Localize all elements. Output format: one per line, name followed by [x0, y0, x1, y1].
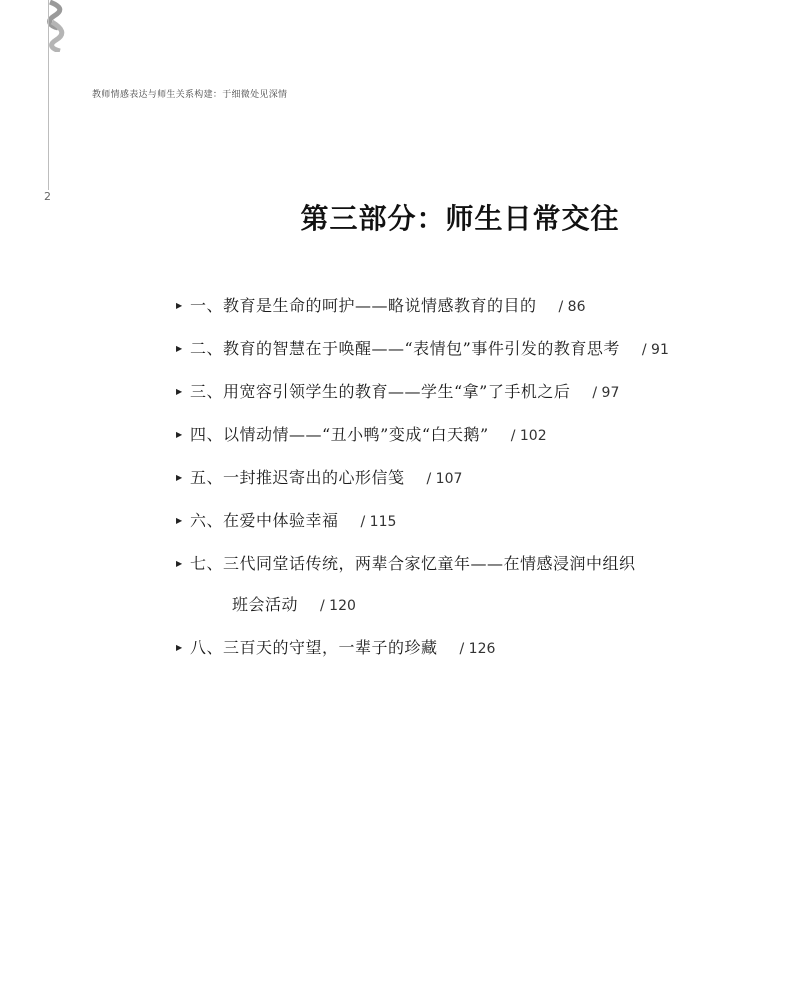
toc-item-1[interactable]	[176, 285, 776, 328]
toc-entry	[190, 328, 776, 371]
toc-entry-page: / 126	[459, 641, 496, 657]
toc-entry-page: / 97	[592, 385, 620, 401]
toc-entry-title: 六、在爱中体验幸福	[190, 511, 339, 530]
ribbon-decoration-icon	[42, 0, 72, 52]
toc-entry	[190, 500, 776, 543]
triangle-bullet-icon: ▶	[176, 344, 183, 353]
toc-entry-page: / 120	[320, 598, 356, 614]
toc-entry	[190, 457, 776, 500]
triangle-bullet-icon: ▶	[176, 643, 183, 652]
toc-entry-title-continued: 班会活动	[232, 595, 299, 614]
toc-entry-page: / 91	[641, 342, 669, 358]
toc-entry-title: 七、三代同堂话传统，两辈合家忆童年——在情感浸润中组织	[190, 554, 636, 573]
triangle-bullet-icon: ▶	[176, 387, 183, 396]
section-title: 第三部分：师生日常交往	[300, 202, 620, 235]
toc-entry	[190, 543, 776, 627]
toc-entry	[190, 285, 776, 328]
toc-entry-title: 一、教育是生命的呵护——略说情感教育的目的	[190, 296, 537, 315]
toc-entry-page: / 86	[558, 299, 586, 315]
toc-item-3[interactable]	[176, 371, 776, 414]
toc-entry	[190, 371, 776, 414]
margin-rule	[48, 0, 49, 190]
toc-entry-page: / 107	[426, 471, 463, 487]
toc-entry-page: / 102	[510, 428, 547, 444]
triangle-bullet-icon: ▶	[176, 516, 183, 525]
toc-entry-title: 二、教育的智慧在于唤醒——“表情包”事件引发的教育思考	[190, 339, 620, 358]
triangle-bullet-icon: ▶	[176, 473, 183, 482]
toc-item-4[interactable]	[176, 414, 776, 457]
toc-entry-continuation	[190, 584, 776, 627]
toc-entry-page: / 115	[360, 514, 397, 530]
toc-entry-title: 五、一封推迟寄出的心形信笺	[190, 468, 405, 487]
page-number: 2	[44, 190, 51, 203]
triangle-bullet-icon: ▶	[176, 559, 183, 568]
triangle-bullet-icon: ▶	[176, 430, 183, 439]
toc-entry	[190, 414, 776, 457]
toc-item-8[interactable]	[176, 627, 776, 670]
toc-item-2[interactable]	[176, 328, 776, 371]
toc-entry-title: 四、以情动情——“丑小鸭”变成“白天鹅”	[190, 425, 489, 444]
running-header: 教师情感表达与师生关系构建：于细微处见深情	[92, 90, 288, 100]
toc-entry	[190, 627, 776, 670]
toc-item-6[interactable]	[176, 500, 776, 543]
toc-item-5[interactable]	[176, 457, 776, 500]
toc-entry-title: 三、用宽容引领学生的教育——学生“拿”了手机之后	[190, 382, 571, 401]
toc-item-7[interactable]	[176, 543, 776, 627]
toc-entry-title: 八、三百天的守望，一辈子的珍藏	[190, 638, 438, 657]
table-of-contents	[176, 285, 776, 670]
triangle-bullet-icon: ▶	[176, 301, 183, 310]
